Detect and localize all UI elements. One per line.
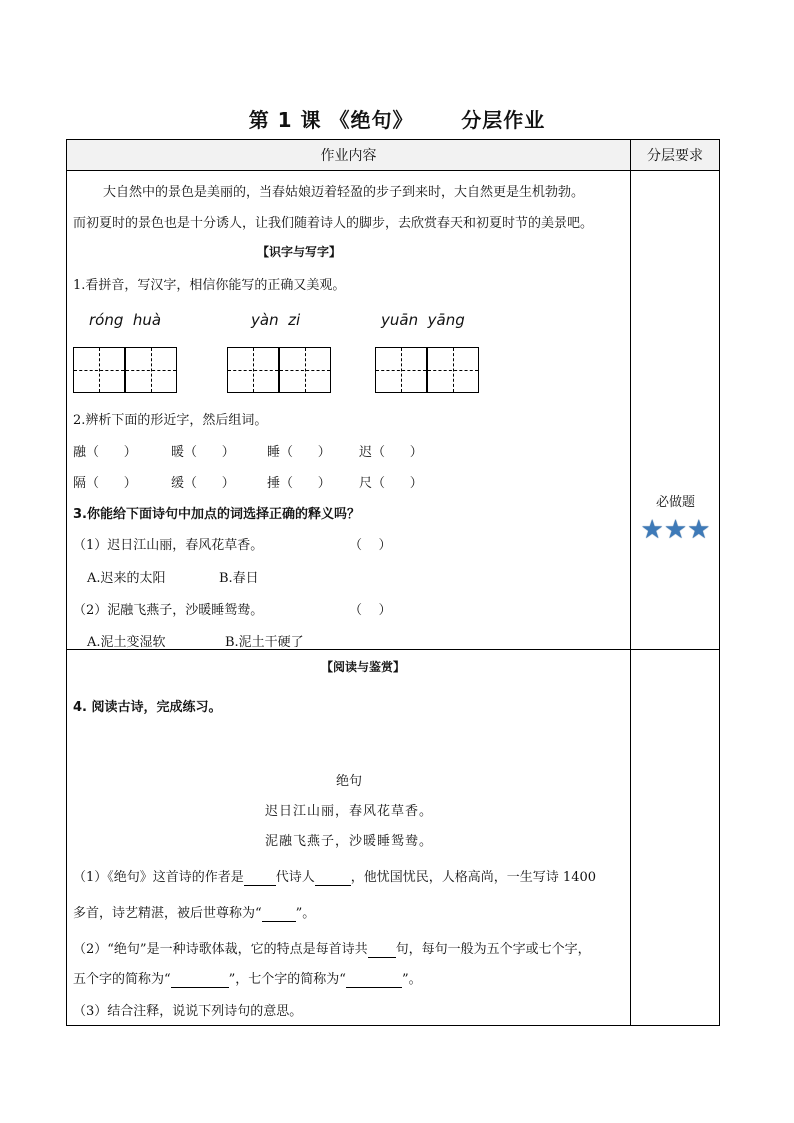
question-text: 代诗人 (275, 870, 315, 885)
section-reading (67, 650, 630, 1025)
question-4: 4. 阅读古诗，完成练习。 (73, 700, 222, 715)
option-a: A.泥土变湿软 (87, 635, 166, 650)
question-4-3: （3）结合注释，说说下列诗句的意思。 (73, 1004, 303, 1019)
answer-blank[interactable]: （ ） (349, 538, 392, 553)
section-heading-reading: 【阅读与鉴赏】 (321, 660, 406, 674)
answer-blank[interactable] (171, 972, 229, 988)
question-3: 3.你能给下面诗句中加点的词选择正确的释义吗？ (73, 507, 360, 522)
page-title (0, 104, 794, 133)
writing-grid[interactable] (125, 347, 177, 393)
answer-blank[interactable] (244, 870, 276, 886)
question-4-2-cont (73, 968, 422, 988)
answer-blank[interactable] (262, 906, 296, 922)
question-text: 多首，诗艺精湛，被后世尊称为“ (73, 906, 262, 921)
pinyin-3: yuān yāng (381, 311, 465, 329)
char-pair: 暖（ ） (171, 445, 235, 460)
poem-line: 泥融飞燕子，沙暖睡鸳鸯。 (264, 834, 433, 849)
question-4-2 (73, 938, 591, 958)
poem-title: 绝句 (335, 774, 362, 789)
homework-table (66, 139, 720, 1026)
header-content: 作业内容 (67, 140, 631, 171)
writing-grid[interactable] (375, 347, 427, 393)
lesson-title: 第 1 课 《绝句》 (248, 108, 414, 132)
answer-blank[interactable] (315, 870, 351, 886)
star-rating-icon: ★★★ (640, 515, 711, 545)
question-3-2: （2）泥融飞燕子，沙暖睡鸳鸯。 (73, 603, 264, 618)
char-pair: 尺（ ） (359, 476, 423, 491)
char-pair: 捶（ ） (267, 476, 331, 491)
section-literacy (67, 171, 630, 649)
intro-line-2: 而初夏时的景色也是十分诱人，让我们随着诗人的脚步，去欣赏春天和初夏时节的美景吧。 (73, 216, 594, 231)
question-text: 句，每句一般为五个字或七个字， (395, 942, 591, 957)
level-label: 必做题 (655, 495, 695, 510)
question-text: ，他忧国忧民，人格高尚，一生写诗 1400 (350, 870, 597, 885)
char-pair: 迟（ ） (359, 445, 423, 460)
option-a: A.迟来的太阳 (87, 571, 166, 586)
page-subtitle: 分层作业 (461, 108, 546, 132)
pinyin-2: yàn zi (251, 311, 301, 329)
question-text: （2）“绝句”是一种诗歌体裁，它的特点是每首诗共 (73, 942, 368, 957)
char-pair: 睡（ ） (267, 445, 331, 460)
question-3-1: （1）迟日江山丽，春风花草香。 (73, 538, 264, 553)
question-1: 1.看拼音，写汉字，相信你能写的正确又美观。 (73, 278, 346, 293)
header-level: 分层要求 (631, 140, 720, 171)
question-text: ”。 (401, 972, 422, 987)
writing-grid[interactable] (227, 347, 279, 393)
question-text: （1）《绝句》这首诗的作者是 (73, 870, 244, 885)
char-pair: 缓（ ） (171, 476, 235, 491)
option-b: B.泥土干硬了 (225, 635, 304, 650)
answer-blank[interactable]: （ ） (349, 603, 392, 618)
pinyin-1: róng huà (89, 311, 162, 329)
question-text: ”。 (295, 906, 316, 921)
char-pair: 隔（ ） (73, 476, 137, 491)
question-text: 五个字的简称为“ (73, 972, 171, 987)
section-heading-literacy: 【识字与写字】 (257, 245, 342, 259)
question-2: 2.辨析下面的形近字，然后组词。 (73, 413, 268, 428)
writing-grid[interactable] (427, 347, 479, 393)
question-text: ”，七个字的简称为“ (228, 972, 346, 987)
poem-line: 迟日江山丽，春风花草香。 (264, 804, 433, 819)
writing-grid[interactable] (279, 347, 331, 393)
answer-blank[interactable] (368, 942, 396, 958)
char-pair: 融（ ） (73, 445, 137, 460)
question-4-1 (73, 866, 596, 886)
question-4-1-cont (73, 902, 315, 922)
intro-line-1: 大自然中的景色是美丽的，当春姑娘迈着轻盈的步子到来时，大自然更是生机勃勃。 (103, 185, 585, 200)
option-b: B.春日 (219, 571, 259, 586)
answer-blank[interactable] (346, 972, 402, 988)
writing-grid[interactable] (73, 347, 125, 393)
